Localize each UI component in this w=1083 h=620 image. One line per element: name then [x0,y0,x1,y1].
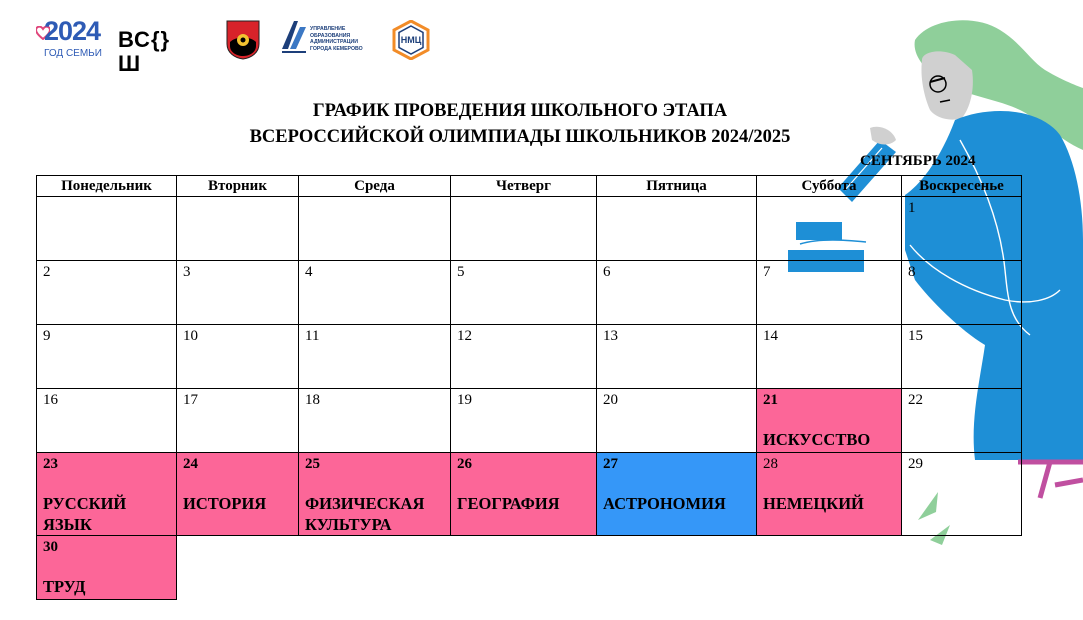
day-cell [299,389,451,453]
day-cell-empty [299,536,451,600]
day-number: 3 [183,264,191,280]
day-number: 6 [603,264,611,280]
day-number: 15 [908,328,923,344]
olympiad-subject: ТРУД [43,577,86,596]
week-row [37,197,1022,261]
weekday-header: Понедельник [37,176,177,197]
day-cell [37,325,177,389]
weekday-header: Суббота [757,176,902,197]
day-cell [757,325,902,389]
day-cell [299,325,451,389]
week-row [37,536,1022,600]
title-line-1: ГРАФИК ПРОВЕДЕНИЯ ШКОЛЬНОГО ЭТАПА [312,101,728,121]
day-number: 21 [763,392,778,408]
day-number: 16 [43,392,58,408]
weekday-header-row [37,176,1022,197]
day-cell [902,197,1022,261]
education-department-logo [280,19,384,59]
day-number: 12 [457,328,472,344]
day-cell-empty [37,197,177,261]
olympiad-subject: НЕМЕЦКИЙ [763,494,864,513]
day-number: 28 [763,456,778,472]
nmc-text: НМЦ [400,35,422,45]
day-cell [902,453,1022,536]
day-cell [299,261,451,325]
day-number: 26 [457,456,472,472]
olympiad-day-cell [299,453,451,536]
day-cell-empty [597,536,757,600]
week-row [37,325,1022,389]
week-row [37,389,1022,453]
olympiad-subject: РУССКИЙ ЯЗЫК [43,494,127,534]
day-cell-empty [451,536,597,600]
month-label: СЕНТЯБРЬ 2024 [860,153,976,169]
education-department-text: УПРАВЛЕНИЕ ОБРАЗОВАНИЯ АДМИНИСТРАЦИИ ГОРОДА КЕМЕРОВО [310,26,363,52]
day-cell-empty [757,536,902,600]
day-number: 27 [603,456,618,472]
olympiad-day-cell [37,453,177,536]
olympiad-day-cell [597,453,757,536]
day-cell [177,389,299,453]
day-cell-empty [597,197,757,261]
olympiad-subject: ИСКУССТВО [763,430,871,449]
day-cell-empty [299,197,451,261]
day-cell [902,325,1022,389]
day-cell [37,389,177,453]
day-number: 29 [908,456,923,472]
day-cell [902,389,1022,453]
day-number: 23 [43,456,58,472]
day-cell [177,261,299,325]
day-number: 17 [183,392,198,408]
year-of-family-logo [36,16,102,60]
weekday-header: Пятница [597,176,757,197]
day-cell-empty [451,197,597,261]
weekday-header: Вторник [177,176,299,197]
day-number: 11 [305,328,320,344]
olympiad-day-cell [177,453,299,536]
day-number: 8 [908,264,916,280]
day-cell [597,261,757,325]
day-number: 30 [43,539,58,555]
day-number: 20 [603,392,618,408]
day-cell [597,389,757,453]
day-number: 19 [457,392,472,408]
olympiad-calendar [36,175,1022,600]
vsosh-logo: ВС{}Ш [118,27,171,76]
day-number: 24 [183,456,198,472]
nmc-badge-icon [392,20,430,60]
day-cell [177,325,299,389]
title-line-2: ВСЕРОССИЙСКОЙ ОЛИМПИАДЫ ШКОЛЬНИКОВ 2024/2025 [249,127,791,147]
day-number: 5 [457,264,465,280]
nmc-logo [392,20,430,65]
olympiad-subject: ГЕОГРАФИЯ [457,494,560,513]
olympiad-day-cell [451,453,597,536]
weekday-header: Четверг [451,176,597,197]
day-cell-empty [757,197,902,261]
day-number: 4 [305,264,313,280]
day-number: 2 [43,264,51,280]
day-cell [451,261,597,325]
day-number: 14 [763,328,778,344]
year-logo-caption: ГОД СЕМЬИ [44,48,102,59]
day-cell [902,261,1022,325]
olympiad-subject: ФИЗИЧЕСКАЯ КУЛЬТУРА [305,494,425,534]
coat-of-arms-logo [226,20,260,65]
day-cell [451,389,597,453]
olympiad-day-cell [757,453,902,536]
day-cell-empty [177,536,299,600]
day-cell [597,325,757,389]
year-logo-number: 2024 [44,16,101,46]
coat-of-arms-icon [226,20,260,60]
day-cell [757,261,902,325]
day-cell [451,325,597,389]
week-row [37,453,1022,536]
day-number: 18 [305,392,320,408]
weekday-header: Среда [299,176,451,197]
education-department-icon [280,19,308,55]
document-title [150,98,890,150]
olympiad-day-cell [37,536,177,600]
day-number: 9 [43,328,51,344]
day-cell-empty [902,536,1022,600]
olympiad-subject: ИСТОРИЯ [183,494,267,513]
olympiad-subject: АСТРОНОМИЯ [603,494,726,513]
day-number: 10 [183,328,198,344]
day-number: 25 [305,456,320,472]
olympiad-day-cell [757,389,902,453]
day-number: 13 [603,328,618,344]
week-row [37,261,1022,325]
day-number: 7 [763,264,771,280]
weekday-header: Воскресенье [902,176,1022,197]
day-number: 22 [908,392,923,408]
day-number: 1 [908,200,916,216]
day-cell-empty [177,197,299,261]
day-cell [37,261,177,325]
